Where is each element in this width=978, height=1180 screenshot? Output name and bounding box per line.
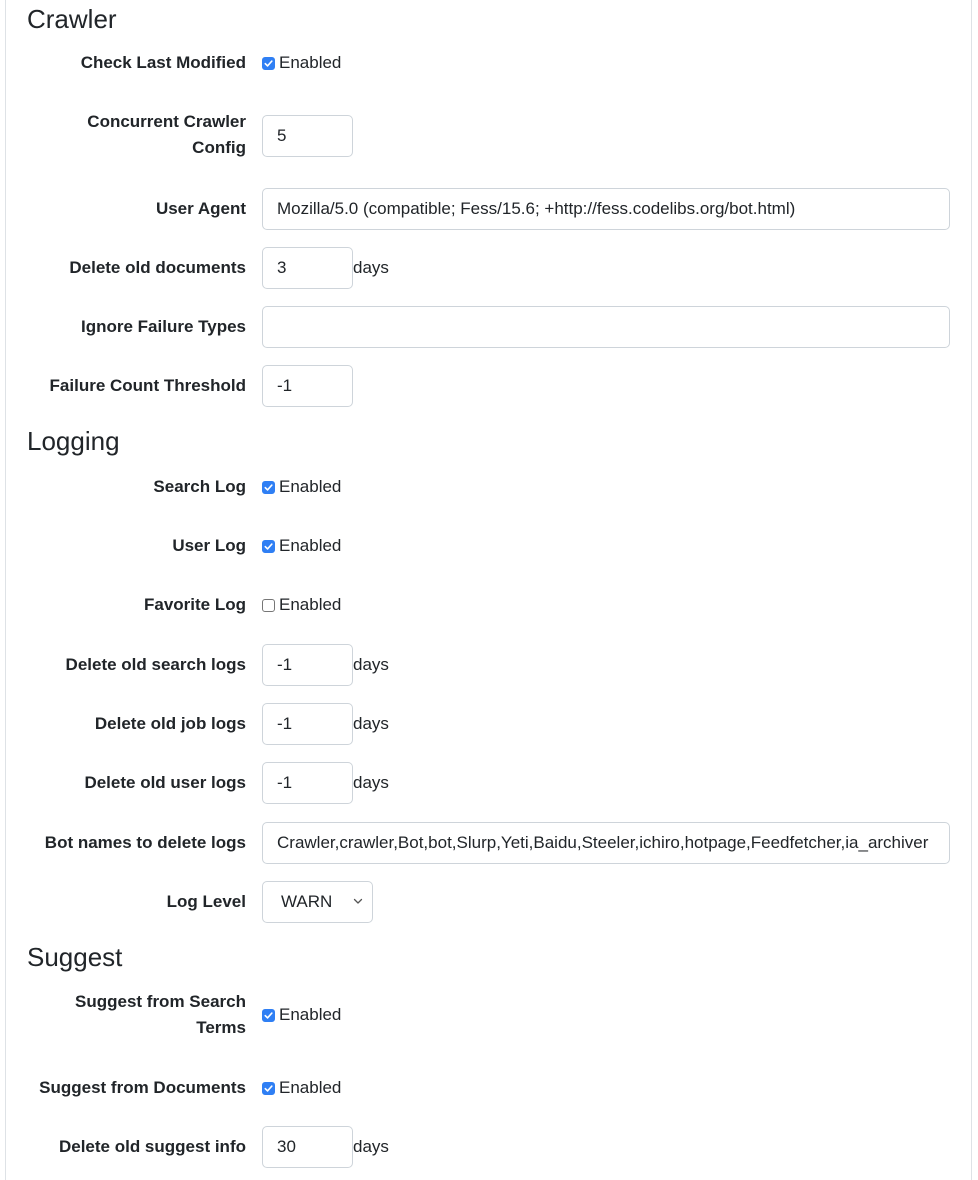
ignore-failure-types-input[interactable] <box>262 306 950 348</box>
log-level-label: Log Level <box>166 892 246 911</box>
favorite-log-checkbox[interactable] <box>262 592 341 618</box>
delete-old-job-logs-input[interactable]: -1 <box>262 703 353 745</box>
checkbox-label: Enabled <box>279 595 342 614</box>
checkbox-checked-icon[interactable] <box>262 1082 275 1095</box>
checkbox-unchecked-icon[interactable] <box>262 599 275 612</box>
delete-old-documents-label: Delete old documents <box>69 258 246 277</box>
user-log-label: User Log <box>172 536 246 555</box>
days-suffix: days <box>353 1137 389 1156</box>
checkbox-checked-icon[interactable] <box>262 57 275 70</box>
bot-names-input[interactable]: Crawler,crawler,Bot,bot,Slurp,Yeti,Baidu,Steeler,ichiro,hotpage,Feedfetcher,ia_archiver <box>262 822 950 864</box>
days-suffix: days <box>353 258 389 277</box>
delete-old-user-logs-label: Delete old user logs <box>84 773 246 792</box>
days-suffix: days <box>353 773 389 792</box>
days-suffix: days <box>353 714 389 733</box>
checkbox-label: Enabled <box>279 53 342 72</box>
user-agent-label: User Agent <box>155 199 246 218</box>
suggest-from-search-terms-checkbox[interactable] <box>262 1002 341 1028</box>
concurrent-crawler-config-input[interactable]: 5 <box>262 115 353 157</box>
delete-old-search-logs-label: Delete old search logs <box>65 655 246 674</box>
delete-old-documents-input[interactable]: 3 <box>262 247 353 289</box>
delete-old-search-logs-input[interactable]: -1 <box>262 644 353 686</box>
checkbox-label: Enabled <box>279 1005 342 1024</box>
user-log-checkbox[interactable] <box>262 533 341 559</box>
log-level-select[interactable] <box>262 881 373 923</box>
checkbox-checked-icon[interactable] <box>262 540 275 553</box>
failure-count-threshold-label: Failure Count Threshold <box>49 376 246 395</box>
delete-old-suggest-info-label: Delete old suggest info <box>58 1137 246 1156</box>
chevron-down-icon <box>352 895 364 907</box>
ignore-failure-types-label: Ignore Failure Types <box>80 317 246 336</box>
concurrent-crawler-config-label <box>20 109 246 161</box>
favorite-log-label: Favorite Log <box>143 595 246 614</box>
delete-old-job-logs-label: Delete old job logs <box>94 714 246 733</box>
checkbox-label: Enabled <box>279 477 342 496</box>
label-line: Concurrent Crawler <box>87 112 246 131</box>
log-level-value: WARN <box>281 892 333 911</box>
days-suffix: days <box>353 655 389 674</box>
delete-old-user-logs-input[interactable]: -1 <box>262 762 353 804</box>
checkbox-label: Enabled <box>279 1078 342 1097</box>
search-log-label: Search Log <box>153 477 246 496</box>
suggest-from-search-terms-label <box>20 989 246 1041</box>
bot-names-label: Bot names to delete logs <box>44 833 246 852</box>
suggest-from-documents-checkbox[interactable] <box>262 1075 341 1101</box>
label-line: Suggest from Search <box>75 992 246 1011</box>
section-title-suggest: Suggest <box>27 942 123 972</box>
failure-count-threshold-input[interactable]: -1 <box>262 365 353 407</box>
section-title-crawler: Crawler <box>27 4 117 34</box>
label-line: Config <box>192 138 246 157</box>
user-agent-input[interactable]: Mozilla/5.0 (compatible; Fess/15.6; +http://fess.codelibs.org/bot.html) <box>262 188 950 230</box>
delete-old-suggest-info-input[interactable]: 30 <box>262 1126 353 1168</box>
check-last-modified-checkbox[interactable] <box>262 50 341 76</box>
section-title-logging: Logging <box>27 426 120 456</box>
checkbox-checked-icon[interactable] <box>262 1009 275 1022</box>
check-last-modified-label: Check Last Modified <box>80 53 246 72</box>
checkbox-checked-icon[interactable] <box>262 481 275 494</box>
checkbox-label: Enabled <box>279 536 342 555</box>
search-log-checkbox[interactable] <box>262 474 341 500</box>
suggest-from-documents-label: Suggest from Documents <box>39 1078 246 1097</box>
label-line: Terms <box>196 1018 246 1037</box>
